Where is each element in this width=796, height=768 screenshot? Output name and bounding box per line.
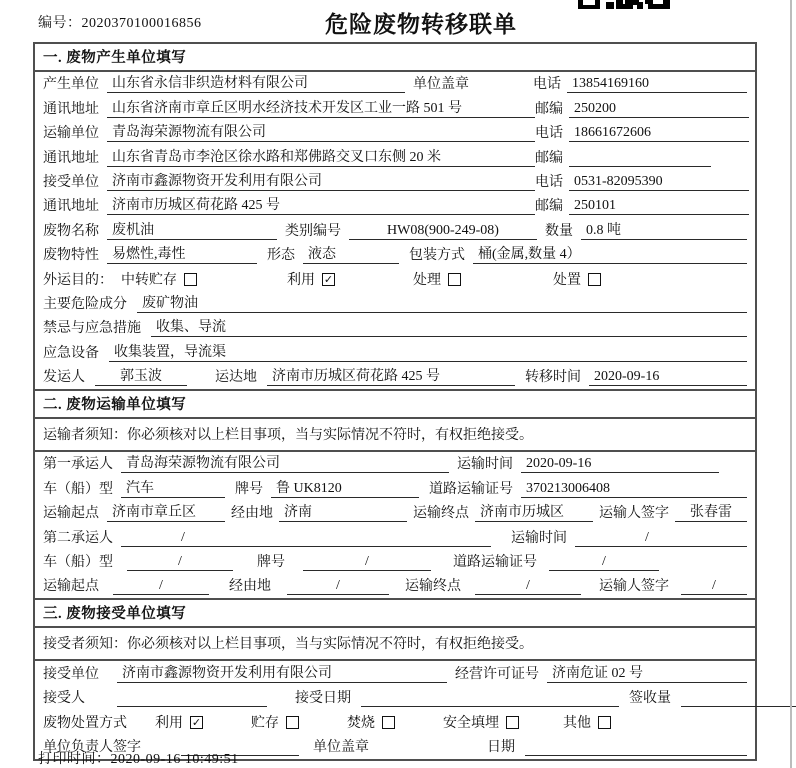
section2-body [35,452,755,598]
sign2-label: 运输人签字 [599,579,669,595]
accept-unit-field: 济南市鑫源物资开发利用有限公司 [117,662,447,683]
waste-pack-field: 桶(金属,数量 4） [473,243,747,264]
disposal-storage-label: 贮存 [251,715,279,731]
producer-seal-label: 单位盖章 [413,77,469,93]
checkbox-dispose [588,273,601,286]
waste-name-row [43,218,747,242]
producer-address-label: 通讯地址 [43,101,99,117]
taboo-row [43,316,747,340]
vehicle1-label: 车（船）型 [43,481,113,497]
print-time [38,748,239,768]
transporter-tel-field: 18661672606 [569,125,749,142]
destination-label: 运达地 [215,370,257,386]
carrier2-row [43,525,747,549]
checkbox-disposal-other [598,716,611,729]
disposal-option-incinerate [347,712,395,732]
consignor-label: 发运人 [43,370,85,386]
receiver-zip-label: 邮编 [535,199,563,215]
plate2-field: / [303,554,431,571]
document-number [38,12,202,32]
purpose-option-utilize [287,269,335,289]
waste-character-row [43,243,747,267]
checkbox-disposal-storage [286,716,299,729]
accept-license-field: 济南危证 02 号 [547,662,747,683]
waste-qty-label: 数量 [545,223,573,239]
accept-person-row [43,686,747,710]
receiver-address-field: 济南市历城区荷花路 425 号 [107,194,535,215]
hazard-field: 废矿物油 [137,292,747,313]
plate2-label: 牌号 [257,555,285,571]
disposal-option-utilize [155,712,203,732]
accept-license-label: 经营许可证号 [455,666,539,682]
transporter-address-label: 通讯地址 [43,150,99,166]
disposal-landfill-label: 安全填埋 [443,715,499,731]
transporter-label: 运输单位 [43,126,99,142]
route2-row [43,574,747,598]
waste-qty-field: 0.8 吨 [581,219,747,240]
document-header [0,0,796,40]
carrier1-time-label: 运输时间 [457,457,513,473]
vehicle2-field: / [127,554,233,571]
end2-label: 运输终点 [405,579,461,595]
disposal-incinerate-label: 焚烧 [347,715,375,731]
via2-field: / [287,578,389,595]
section3-notice: 接受者须知：你必须核对以上栏目事项，当与实际情况不符时，有权拒绝接受。 [35,628,755,661]
accept-person-field [117,706,267,707]
hazard-row [43,292,747,316]
purpose-row [43,267,747,291]
producer-zip-label: 邮编 [535,101,563,117]
disposal-option-storage [251,712,299,732]
checkbox-disposal-landfill [506,716,519,729]
purpose-utilize-label: 利用 [287,272,315,288]
start1-label: 运输起点 [43,506,99,522]
receiver-row [43,170,747,194]
waste-character-label: 废物特性 [43,248,99,264]
carrier2-label: 第二承运人 [43,530,113,546]
carrier1-time-field: 2020-09-16 [521,456,719,473]
waste-name-field: 废机油 [107,219,277,240]
end1-field: 济南市历城区 [475,501,593,522]
end1-label: 运输终点 [413,506,469,522]
checkbox-disposal-incinerate [382,716,395,729]
sign-date-label: 日期 [487,739,515,755]
purpose-option-treat [413,269,461,289]
disposal-label: 废物处置方式 [43,715,127,731]
waste-form-label: 形态 [267,248,295,264]
waste-code-field: HW08(900-249-08) [349,223,537,240]
transporter-address-row [43,145,747,169]
equipment-label: 应急设备 [43,345,99,361]
checkbox-utilize: ✓ [323,273,334,287]
qr-code-icon [578,0,670,9]
taboo-field: 收集、导流 [151,316,747,337]
producer-address-field: 山东省济南市章丘区明水经济技术开发区工业一路 501 号 [107,97,535,118]
purpose-label: 外运目的： [43,272,113,288]
receiver-label: 接受单位 [43,174,99,190]
producer-zip-field: 250200 [569,101,749,118]
accept-unit-label: 接受单位 [43,666,99,682]
receipt-qty-label: 签收量 [629,691,671,707]
vehicle2-label: 车（船）型 [43,555,113,571]
transporter-field: 青岛海荣源物流有限公司 [107,121,535,142]
start2-field: / [113,578,209,595]
waste-form-field: 液态 [303,243,399,264]
destination-field: 济南市历城区荷花路 425 号 [267,365,515,386]
purpose-dispose-label: 处置 [553,272,581,288]
transporter-address-field: 山东省青岛市李沧区徐水路和郑佛路交叉口东侧 20 米 [107,146,535,167]
receiver-field: 济南市鑫源物资开发利用有限公司 [107,170,535,191]
waste-code-label: 类别编号 [285,223,341,239]
via1-label: 经由地 [231,506,273,522]
carrier2-time-field: / [575,530,747,547]
waste-pack-label: 包装方式 [409,248,465,264]
carrier1-field: 青岛海荣源物流有限公司 [121,452,449,473]
purpose-treat-label: 处理 [413,272,441,288]
plate1-field: 鲁 UK8120 [271,477,419,498]
disposal-row [43,710,747,734]
receipt-qty-field [681,706,796,707]
section3-body [35,661,755,759]
carrier2-time-label: 运输时间 [511,530,567,546]
accept-date-label: 接受日期 [295,691,351,707]
producer-field: 山东省永信非织造材料有限公司 [107,72,405,93]
section2-notice: 运输者须知：你必须核对以上栏目事项，当与实际情况不符时，有权拒绝接受。 [35,419,755,452]
via2-label: 经由地 [229,579,271,595]
taboo-label: 禁忌与应急措施 [43,321,141,337]
producer-address-row [43,96,747,120]
document-number-label: 编号： [38,16,82,31]
manifest-form [33,42,757,761]
waste-name-label: 废物名称 [43,223,99,239]
purpose-transfer-storage-label: 中转贮存 [121,272,177,288]
carrier2-field: / [121,530,491,547]
start1-field: 济南市章丘区 [107,501,225,522]
sign2-field: / [681,578,747,595]
consignor-row [43,365,747,389]
transfer-time-field: 2020-09-16 [589,369,747,386]
license2-label: 道路运输证号 [453,555,537,571]
producer-row [43,72,747,96]
accept-unit-row [43,661,747,685]
section1-body [35,72,755,389]
via1-field: 济南 [279,501,407,522]
route1-row [43,501,747,525]
start2-label: 运输起点 [43,579,99,595]
license2-field: / [549,554,659,571]
disposal-option-other [563,712,611,732]
receiver-tel-label: 电话 [535,174,563,190]
sign1-label: 运输人签字 [599,506,669,522]
accept-date-field [361,706,619,707]
checkbox-transfer-storage [184,273,197,286]
license1-field: 370213006408 [521,481,747,498]
disposal-other-label: 其他 [563,715,591,731]
carrier1-row [43,452,747,476]
receiver-zip-field: 250101 [569,198,749,215]
purpose-option-dispose [553,269,601,289]
vehicle1-row [43,476,747,500]
receiver-address-row [43,194,747,218]
disposal-option-landfill [443,712,519,732]
section2-title: 二. 废物运输单位填写 [35,389,755,419]
section3-title: 三. 废物接受单位填写 [35,598,755,628]
vehicle1-field: 汽车 [121,477,225,498]
license1-label: 道路运输证号 [429,481,513,497]
sign-date-field [525,755,747,756]
waste-character-field: 易燃性,毒性 [107,243,257,264]
receiver-tel-field: 0531-82095390 [569,174,749,191]
disposal-utilize-label: 利用 [155,715,183,731]
sign1-field: 张春雷 [675,501,747,522]
plate1-label: 牌号 [235,481,263,497]
equipment-row [43,340,747,364]
checkbox-disposal-utilize: ✓ [191,716,202,730]
equipment-field: 收集装置，导流渠 [109,341,747,362]
accept-person-label: 接受人 [43,691,85,707]
transporter-zip-field [569,166,711,167]
section1-title: 一. 废物产生单位填写 [35,44,755,72]
print-time-label: 打印时间： [38,752,111,767]
transporter-row [43,121,747,145]
transporter-tel-label: 电话 [535,126,563,142]
carrier1-label: 第一承运人 [43,457,113,473]
page-title: 危险废物转移联单 [325,12,518,37]
transfer-time-label: 转移时间 [525,370,581,386]
page-edge-divider [790,0,792,768]
producer-label: 产生单位 [43,77,99,93]
vehicle2-row [43,550,747,574]
document-number-value: 2020370100016856 [81,16,202,31]
checkbox-treat [448,273,461,286]
transporter-zip-label: 邮编 [535,150,563,166]
responsible-sign-label: 单位负责人签字 [43,739,141,755]
hazard-label: 主要危险成分 [43,296,127,312]
receiver-address-label: 通讯地址 [43,199,99,215]
consignor-field: 郭玉波 [95,365,187,386]
print-time-value: 2020-09-16 10:49:51 [110,752,239,767]
producer-tel-field: 13854169160 [567,76,747,93]
purpose-option-transfer-storage [121,269,197,289]
producer-tel-label: 电话 [533,77,561,93]
unit-seal-label: 单位盖章 [313,739,369,755]
end2-field: / [475,578,581,595]
